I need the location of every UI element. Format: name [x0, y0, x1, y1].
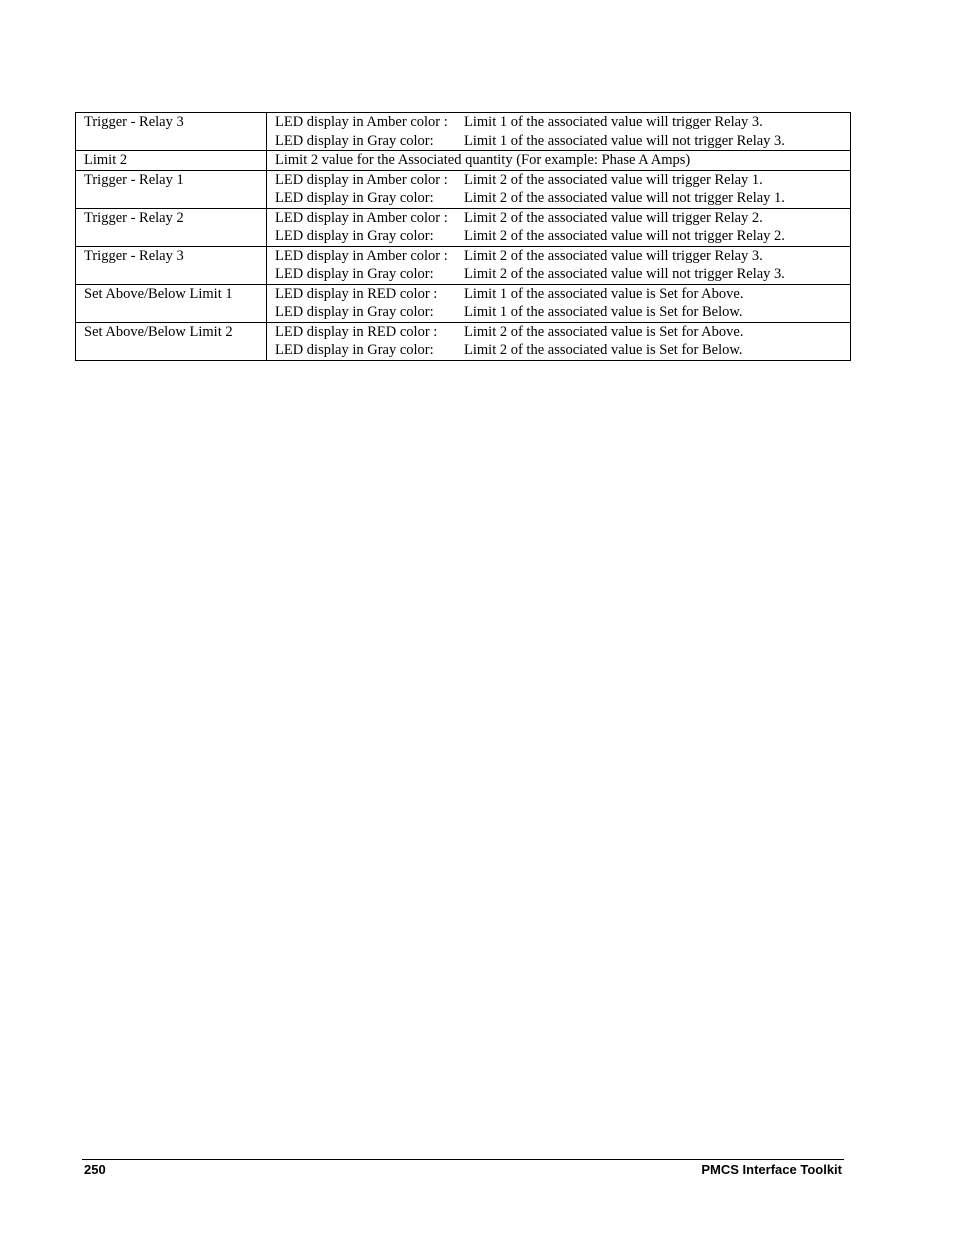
description-line [275, 189, 842, 208]
led-state-label: LED display in Amber color : [275, 114, 448, 130]
led-state-meaning: Limit 2 value for the Associated quantity (For example: Phase A Amps) [275, 152, 691, 168]
description-line [275, 151, 842, 170]
led-state-label: LED display in Gray color: [275, 228, 434, 244]
parameter-description [267, 151, 851, 171]
parameter-name: Trigger - Relay 2 [76, 208, 267, 246]
led-state-meaning: Limit 2 of the associated value will trigger Relay 3. [464, 247, 763, 264]
table-row [76, 151, 851, 171]
description-line [275, 227, 842, 246]
parameter-description [267, 208, 851, 246]
description-line [275, 265, 842, 284]
led-state-label: LED display in Amber color : [275, 247, 448, 264]
parameter-name: Trigger - Relay 1 [76, 170, 267, 208]
led-state-meaning: Limit 2 of the associated value will not trigger Relay 3. [464, 266, 785, 282]
led-state-label: LED display in Gray color: [275, 342, 434, 358]
led-state-label: LED display in Gray color: [275, 304, 434, 320]
led-state-meaning: Limit 1 of the associated value will trigger Relay 3. [464, 114, 763, 130]
description-line [275, 341, 842, 360]
description-line [275, 132, 842, 151]
description-line [275, 247, 842, 266]
parameter-description [267, 284, 851, 322]
led-state-label: LED display in Amber color : [275, 171, 448, 188]
parameter-description [267, 322, 851, 360]
description-line [275, 209, 842, 228]
led-state-label: LED display in Amber color : [275, 209, 448, 226]
description-line [275, 303, 842, 322]
parameter-table-body [76, 113, 851, 361]
parameter-name: Set Above/Below Limit 1 [76, 284, 267, 322]
footer-divider [82, 1159, 844, 1160]
table-row [76, 284, 851, 322]
table-row [76, 208, 851, 246]
led-state-meaning: Limit 1 of the associated value is Set for Below. [464, 304, 743, 320]
parameter-name: Trigger - Relay 3 [76, 113, 267, 151]
led-state-meaning: Limit 1 of the associated value is Set for Above. [464, 285, 744, 302]
led-state-meaning: Limit 2 of the associated value is Set for Above. [464, 323, 744, 340]
description-line [275, 323, 842, 342]
document-title: PMCS Interface Toolkit [701, 1162, 842, 1177]
led-state-meaning: Limit 2 of the associated value is Set for Below. [464, 342, 743, 358]
led-state-label: LED display in Gray color: [275, 132, 434, 149]
description-line [275, 171, 842, 190]
led-state-meaning: Limit 2 of the associated value will trigger Relay 2. [464, 209, 763, 226]
table-row [76, 246, 851, 284]
led-state-meaning: Limit 2 of the associated value will not trigger Relay 1. [464, 190, 785, 206]
led-state-label: LED display in RED color : [275, 285, 438, 302]
parameter-name: Set Above/Below Limit 2 [76, 322, 267, 360]
led-state-label: LED display in Gray color: [275, 266, 434, 282]
description-line [275, 285, 842, 304]
led-state-meaning: Limit 2 of the associated value will trigger Relay 1. [464, 171, 763, 188]
led-state-meaning: Limit 2 of the associated value will not trigger Relay 2. [464, 228, 785, 244]
table-row [76, 322, 851, 360]
parameter-name: Trigger - Relay 3 [76, 246, 267, 284]
page-number: 250 [84, 1162, 106, 1177]
parameter-name: Limit 2 [76, 151, 267, 171]
table-row [76, 113, 851, 151]
description-line [275, 113, 842, 132]
parameter-description [267, 113, 851, 151]
led-state-label: LED display in RED color : [275, 323, 438, 340]
led-state-meaning: Limit 1 of the associated value will not trigger Relay 3. [464, 132, 785, 149]
parameter-description [267, 170, 851, 208]
parameter-description [267, 246, 851, 284]
led-state-label: LED display in Gray color: [275, 190, 434, 206]
parameter-table [75, 112, 851, 361]
table-row [76, 170, 851, 208]
